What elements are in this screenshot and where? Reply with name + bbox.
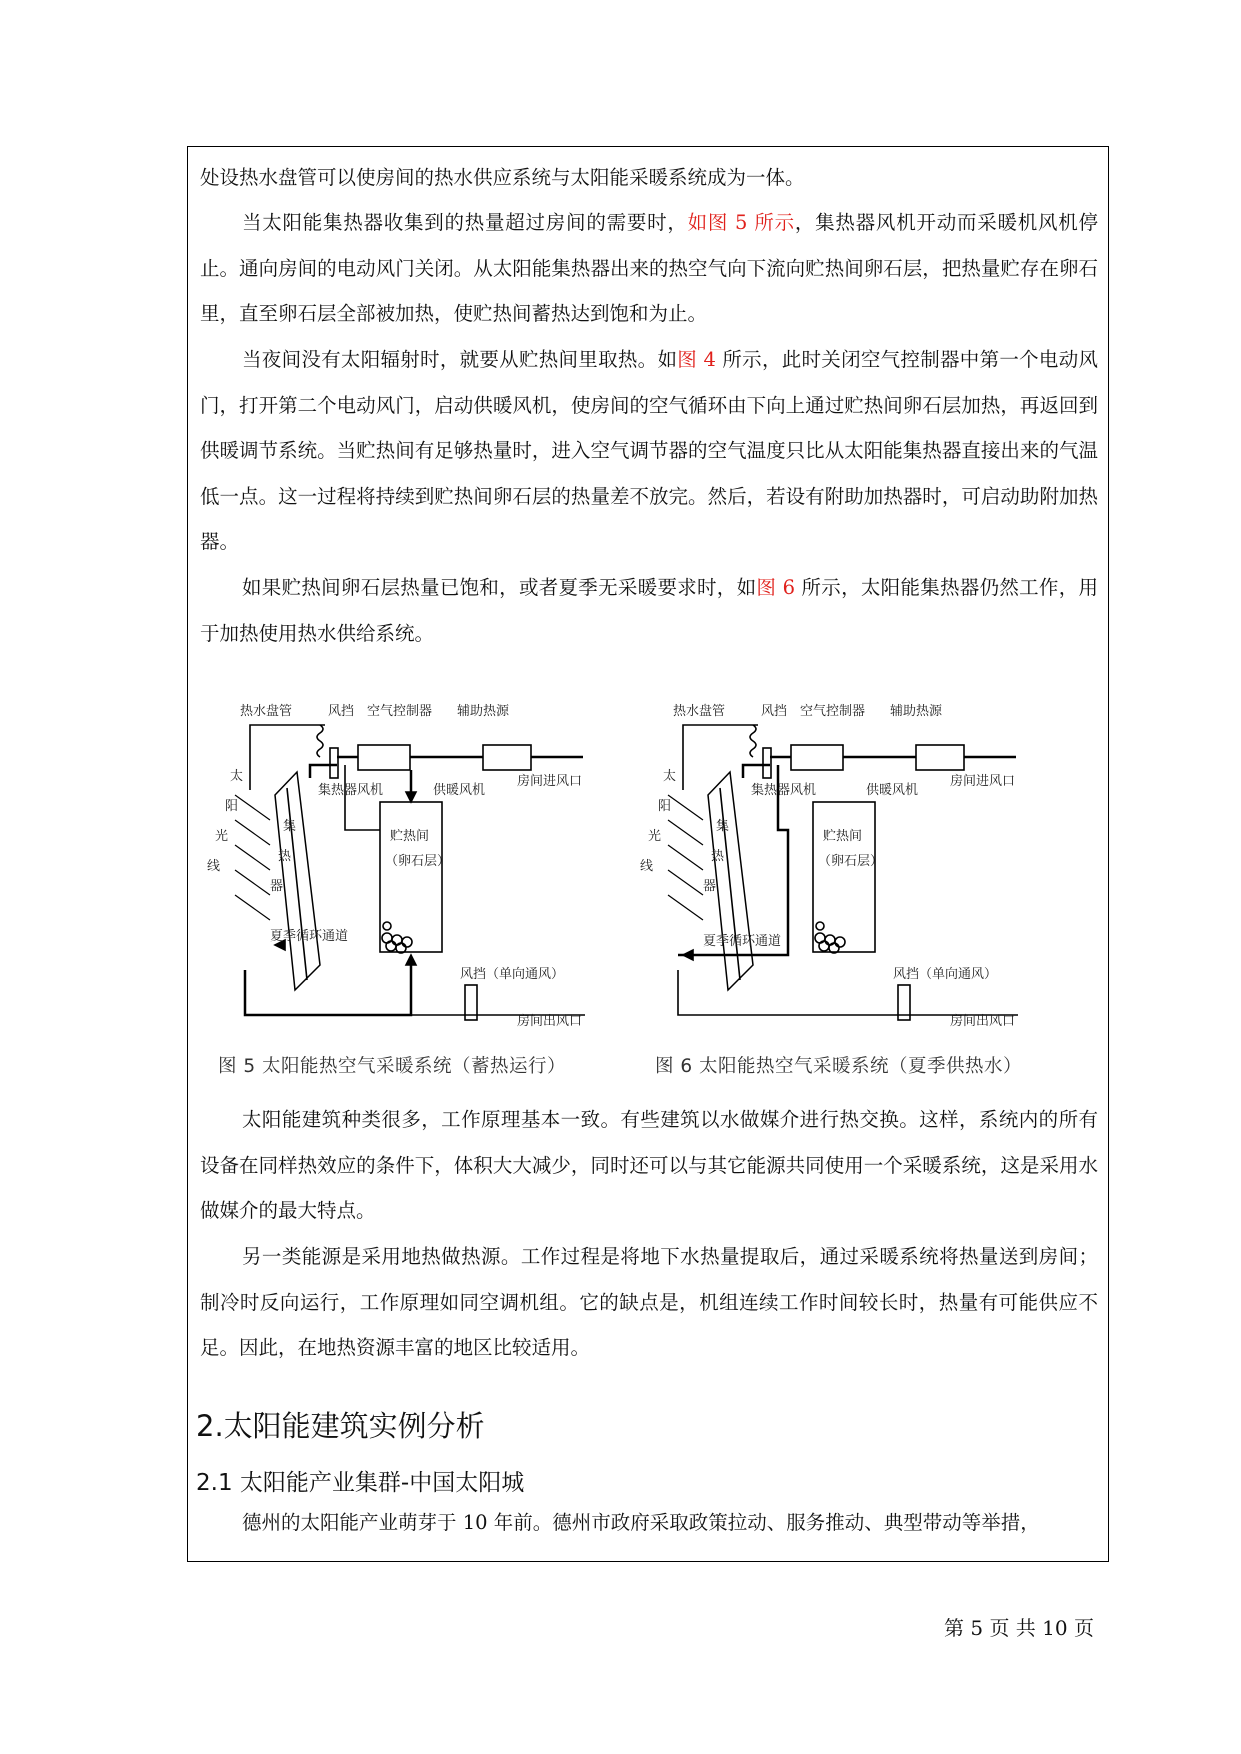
label-controller: 空气控制器: [367, 704, 433, 719]
label-coil: 热水盘管: [240, 704, 293, 719]
paragraph-1: 处设热水盘管可以使房间的热水供应系统与太阳能采暖系统成为一体。: [200, 166, 805, 189]
figure-6-svg: [640, 700, 1088, 1045]
fig6-label-fan-collector: 集热器风机: [751, 783, 817, 798]
figure-6-link[interactable]: 图 6: [756, 576, 796, 599]
fig6-label-storage-1: 贮热间: [823, 829, 863, 844]
paragraph-6: 另一类能源是采用地热做热源。工作过程是将地下水热量提取后，通过采暖系统将热量送到房间；制冷时反向运行，工作原理如同空调机组。它的缺点是，机组连续工作时间较长时，热量有可能供应不足。因此，在地热资源丰富的地区比较适用。: [200, 1245, 1098, 1359]
paragraph-4-text-a: 如果贮热间卵石层热量已饱和，或者夏季无采暖要求时，如: [242, 576, 757, 599]
fig6-label-fan-supply: 供暖风机: [866, 783, 919, 798]
fig6-label-aux: 辅助热源: [890, 704, 943, 719]
paragraph-5: 太阳能建筑种类很多，工作原理基本一致。有些建筑以水做媒介进行热交换。这样，系统内的所有设备在同样热效应的条件下，体积大大减少，同时还可以与其它能源共同使用一个采暖系统，这是采用水做媒介的最大特点。: [200, 1108, 1098, 1222]
label-room-in: 房间进风口: [517, 774, 583, 789]
label-room-out: 房间出风口: [517, 1014, 583, 1029]
label-sun-4: 线: [207, 859, 221, 874]
paragraph-7: 德州的太阳能产业萌芽于 10 年前。德州市政府采取政策拉动、服务推动、典型带动等举措，: [242, 1511, 1040, 1534]
figure-5-diagram: [207, 700, 655, 1049]
paragraph-2-text-b: ，集热器风机开动而采暖机风机停止。通向房间的电动风门关闭。从太阳能集热器出来的热空气向下流向贮热间卵石层，把热量贮存在卵石里，直至卵石层全部被加热，使贮热间蓄热达到饱和为止。: [200, 211, 1098, 325]
label-collector-1: 集: [283, 819, 297, 834]
fig6-label-room-in: 房间进风口: [950, 774, 1016, 789]
label-fan-collector: 集热器风机: [318, 783, 384, 798]
label-collector-3: 器: [270, 879, 284, 894]
fig6-label-sun-1: 太: [663, 769, 677, 784]
fig6-label-sun-3: 光: [648, 829, 662, 844]
paragraph-3: [200, 337, 1098, 565]
label-sun-2: 阳: [225, 799, 239, 814]
fig6-label-sun-4: 线: [640, 859, 654, 874]
fig6-label-storage-2: （卵石层）: [818, 854, 884, 869]
figure-6-caption: 图 6 太阳能热空气采暖系统（夏季供热水）: [655, 1056, 1023, 1077]
page-footer: 第 5 页 共 10 页: [944, 1616, 1094, 1640]
paragraph-2: [200, 200, 1098, 337]
paragraph-4-text-b: 所示，太阳能集热器仍然工作，用于加热使用热水供给系统。: [200, 576, 1098, 645]
label-storage-2: （卵石层）: [385, 854, 451, 869]
label-aux: 辅助热源: [457, 704, 510, 719]
fig6-label-room-out: 房间出风口: [950, 1014, 1016, 1029]
fig6-label-oneway-damper: 风挡（单向通风）: [893, 967, 998, 982]
subsection-heading: 2.1 太阳能产业集群-中国太阳城: [196, 1470, 525, 1496]
paragraph-4: [200, 565, 1098, 656]
label-damper: 风挡: [328, 704, 355, 719]
label-collector-2: 热: [278, 849, 292, 864]
figure-6-diagram: [640, 700, 1088, 1049]
fig6-label-coil: 热水盘管: [673, 704, 726, 719]
figure-4-link[interactable]: 图 4: [677, 348, 716, 371]
label-sun-1: 太: [230, 769, 244, 784]
fig6-label-collector-1: 集: [716, 819, 730, 834]
paragraph-3-text-b: 所示，此时关闭空气控制器中第一个电动风门，打开第二个电动风门，启动供暖风机，使房间的空气循环由下向上通过贮热间卵石层加热，再返回到供暖调节系统。当贮热间有足够热量时，进入空气调节器的空气温度只比从太阳能集热器直接出来的气温低一点。这一过程将持续到贮热间卵石层的热量差不放完。然后，若设有附助加热器时，可启动助附加热器。: [200, 348, 1098, 553]
fig6-label-collector-3: 器: [703, 879, 717, 894]
fig6-label-summer-channel: 夏季循环通道: [703, 934, 782, 949]
label-oneway-damper: 风挡（单向通风）: [460, 967, 565, 982]
fig6-label-damper: 风挡: [761, 704, 788, 719]
figure-5-caption: 图 5 太阳能热空气采暖系统（蓄热运行）: [218, 1056, 567, 1077]
figure-5-svg: [207, 700, 655, 1045]
paragraph-2-text-a: 当太阳能集热器收集到的热量超过房间的需要时，: [242, 211, 688, 234]
fig6-label-controller: 空气控制器: [800, 704, 866, 719]
label-fan-supply: 供暖风机: [433, 783, 486, 798]
figure-5-link[interactable]: 如图 5 所示: [687, 211, 795, 234]
fig6-label-sun-2: 阳: [658, 799, 672, 814]
paragraph-3-text-a: 当夜间没有太阳辐射时，就要从贮热间里取热。如: [242, 348, 678, 371]
fig6-label-collector-2: 热: [711, 849, 725, 864]
section-heading: 2.太阳能建筑实例分析: [196, 1409, 485, 1443]
label-sun-3: 光: [215, 829, 229, 844]
label-summer-channel: 夏季循环通道: [270, 929, 349, 944]
label-storage-1: 贮热间: [390, 829, 430, 844]
